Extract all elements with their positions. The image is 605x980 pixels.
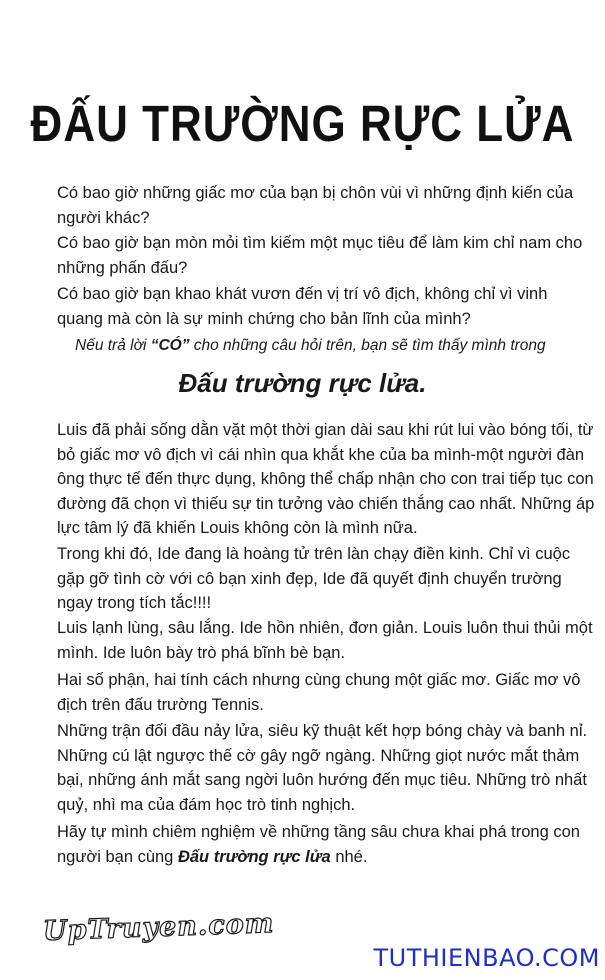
closing-title: Đấu trường rực lửa [177, 847, 331, 866]
closing-after: nhé. [330, 847, 368, 866]
lead-before: Nếu trả lời [75, 337, 151, 354]
subtitle: Đấu trường rực lửa. [178, 368, 427, 398]
paragraph-2: Trong khi đó, Ide đang là hoàng tử trên làn chạy điền kinh. Chỉ vì cuộc gặp gỡ tình cờ với cô bạn xinh đẹp, Ide đã quyết định chuyển trường ngay trong tích tắc!!!! [57, 545, 571, 612]
closing-paragraph [57, 820, 597, 869]
paragraph-3: Luis lạnh lùng, sâu lắng. Ide hồn nhiên, đơn giản. Louis luôn thui thủi một mình. Ide luôn bày trò phá bĩnh bè bạn. [57, 619, 593, 662]
paragraph-5: Những trận đối đầu nảy lửa, siêu kỹ thuật kết hợp bóng chày và banh nỉ. Những cú lật ngược thế cờ gây ngỡ ngàng. Những giọt nước mắt thảm bại, những ánh mắt sang ngời luôn hướng đến mục tiêu. Những trò nhất quỷ, nhì ma của đám học trò tinh nghịch. [57, 722, 588, 814]
page-title: ĐẤU TRƯỜNG RỰC LỬA [30, 96, 575, 153]
tuthienbao-watermark: TUTHIENBAO.COM [373, 944, 600, 972]
paragraph-1: Luis đã phải sống dằn vặt một thời gian dài sau khi rút lui vào bóng tối, từ bỏ giấc mơ vô địch vì cái nhìn qua khắt khe của ba mình-một người đàn ông thực tế đến thực dụng, không thể chấp nhận cho con trai tiếp tục con đường đã chọn vì thiếu sự tin tưởng vào chiến thắng cao nhất. Những áp lực tâm lý đã khiến Louis không còn là mình nữa. [57, 421, 595, 537]
lead-after: cho những câu hỏi trên, bạn sẽ tìm thấy mình trong [189, 337, 546, 354]
lead-emphasis: “CÓ” [150, 337, 190, 354]
paragraph-4: Hai số phận, hai tính cách nhưng cùng chung một giấc mơ. Giấc mơ vô địch trên đấu trường Tennis. [57, 671, 581, 714]
question-1: Có bao giờ những giấc mơ của bạn bị chôn vùi vì những định kiến của người khác? [57, 184, 574, 227]
closing-before: Hãy tự mình chiêm nghiệm về những tầng sâu chưa khai phá trong con người bạn cùng [57, 823, 580, 866]
question-2: Có bao giờ bạn mòn mỏi tìm kiếm một mục tiêu để làm kim chỉ nam cho những phấn đấu? [57, 234, 583, 277]
question-3: Có bao giờ bạn khao khát vươn đến vị trí vô địch, không chỉ vì vinh quang mà còn là sự minh chứng cho bản lĩnh của mình? [57, 285, 548, 328]
lead-sentence [75, 337, 595, 355]
uptruyen-watermark: UpTruyen.com [42, 907, 275, 948]
